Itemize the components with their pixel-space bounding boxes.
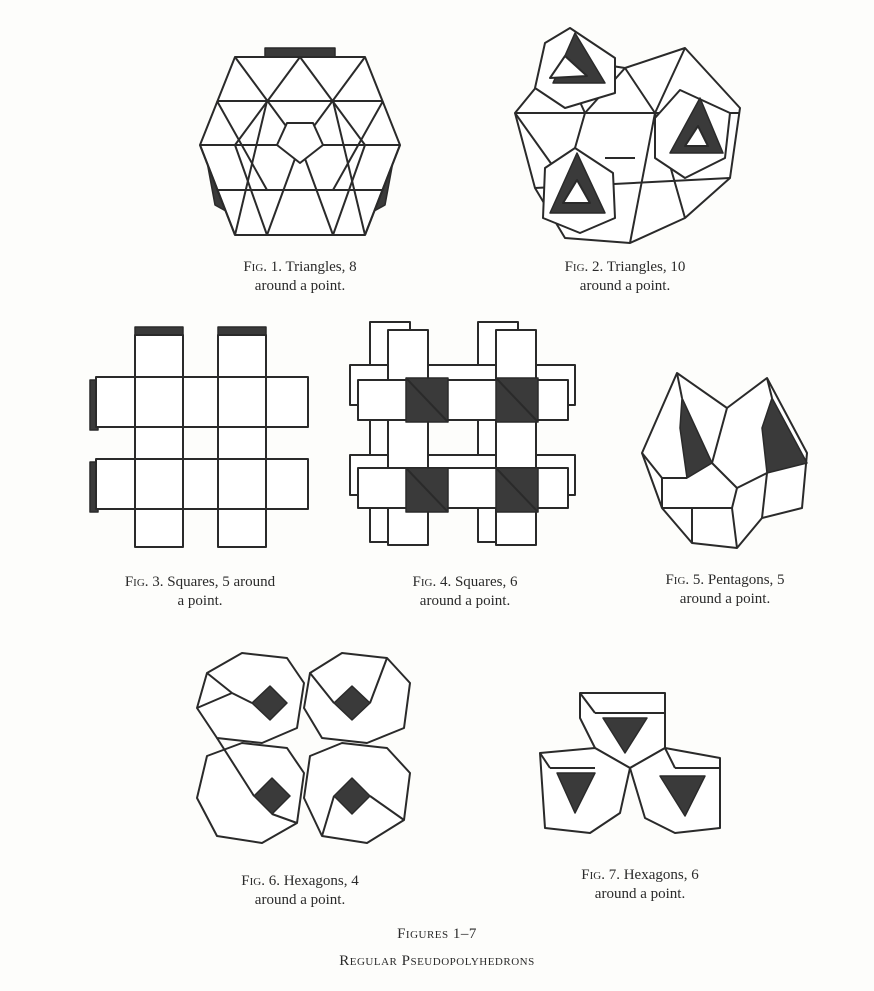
figure-5-caption <box>625 571 825 609</box>
figure-7-text-line2: around a point. <box>594 886 686 902</box>
figure-5-label: Fig. 5. <box>665 572 705 588</box>
figure-3-label: Fig. 3. <box>124 574 164 590</box>
figure-7-illustration <box>535 688 725 838</box>
figure-4-text-line1: Squares, 6 <box>454 574 518 590</box>
figure-6-illustration <box>192 648 417 848</box>
figure-5-text-line1: Pentagons, 5 <box>707 572 785 588</box>
figure-3-text-line1: Squares, 5 around <box>167 574 276 590</box>
figure-5-illustration <box>632 368 817 553</box>
plate-figures-range: Figures 1–7 <box>397 926 477 942</box>
figure-6-text-line1: Hexagons, 4 <box>283 873 359 889</box>
figure-7-caption <box>545 866 735 904</box>
figure-1-label: Fig. 1. <box>243 259 283 275</box>
figure-1-caption <box>215 258 385 296</box>
figure-3-illustration <box>88 325 313 550</box>
figure-3-caption <box>85 573 315 611</box>
figure-4-caption <box>370 573 560 611</box>
figure-6-text-line2: around a point. <box>254 892 346 908</box>
figure-1-illustration <box>195 45 405 245</box>
figure-2-text-line1: Triangles, 10 <box>606 259 686 275</box>
figure-4-illustration <box>348 320 578 550</box>
figure-7-text-line1: Hexagons, 6 <box>623 867 699 883</box>
figure-2-caption <box>540 258 710 296</box>
figure-1-text-line1: Triangles, 8 <box>285 259 357 275</box>
plate-title: Regular Pseudopolyhedrons <box>339 953 535 969</box>
figure-3-text-line2: a point. <box>177 593 223 609</box>
figure-1-text-line2: around a point. <box>254 278 346 294</box>
figure-2-text-line2: around a point. <box>579 278 671 294</box>
figure-4-label: Fig. 4. <box>412 574 452 590</box>
figure-4-text-line2: around a point. <box>419 593 511 609</box>
figure-2-illustration <box>505 18 750 248</box>
figure-6-caption <box>205 872 395 910</box>
figure-6-label: Fig. 6. <box>241 873 280 889</box>
figure-2-label: Fig. 2. <box>564 259 604 275</box>
figure-7-label: Fig. 7. <box>581 867 620 883</box>
figure-5-text-line2: around a point. <box>679 591 771 607</box>
